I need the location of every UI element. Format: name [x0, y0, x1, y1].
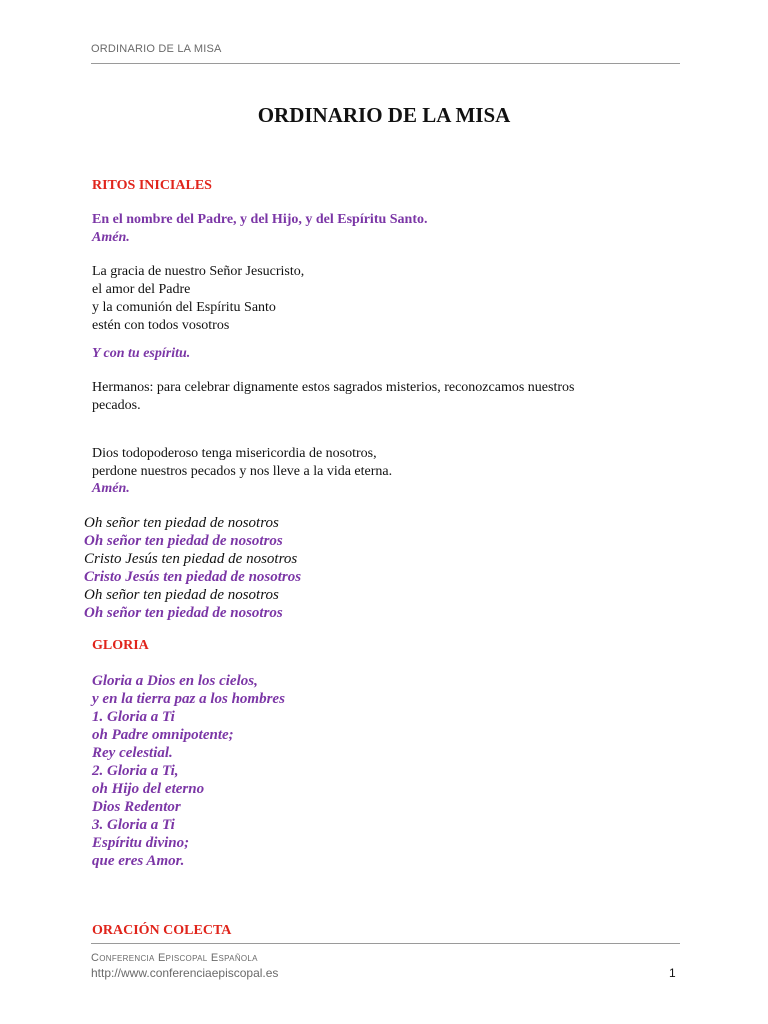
footer-url: http://www.conferenciaepiscopal.es [91, 966, 279, 980]
greeting-line: el amor del Padre [92, 282, 191, 297]
greeting-line: y la comunión del Espíritu Santo [92, 300, 276, 315]
amen-response: Amén. [92, 230, 130, 245]
gloria-line: Espíritu divino; [92, 835, 190, 851]
footer-divider [91, 943, 680, 944]
greeting-line: La gracia de nuestro Señor Jesucristo, [92, 264, 305, 279]
page-number: 1 [669, 966, 676, 980]
kyrie-block [84, 514, 301, 622]
kyrie-response: Oh señor ten piedad de nosotros [84, 605, 283, 621]
section-heading-colecta: ORACIÓN COLECTA [92, 923, 232, 938]
greeting-line: estén con todos vosotros [92, 318, 230, 333]
gloria-line: oh Padre omnipotente; [92, 727, 234, 743]
sign-of-cross-line: En el nombre del Padre, y del Hijo, y del Espíritu Santo. [92, 212, 428, 227]
gloria-line: Dios Redentor [92, 799, 181, 815]
gloria-line: que eres Amor. [92, 853, 185, 869]
kyrie-call: Oh señor ten piedad de nosotros [84, 515, 279, 531]
section-heading-gloria: GLORIA [92, 638, 149, 653]
absolution-line: perdone nuestros pecados y nos lleve a la vida eterna. [92, 464, 393, 479]
gloria-line: Gloria a Dios en los cielos, [92, 673, 258, 689]
absolution-block [92, 445, 392, 481]
running-header: ORDINARIO DE LA MISA [91, 43, 222, 55]
kyrie-response: Oh señor ten piedad de nosotros [84, 533, 283, 549]
footer-organization: Conferencia Episcopal Española [91, 952, 258, 964]
gloria-line: y en la tierra paz a los hombres [92, 691, 285, 707]
section-heading-ritos: RITOS INICIALES [92, 178, 212, 193]
gloria-line: oh Hijo del eterno [92, 781, 205, 797]
gloria-line: 1. Gloria a Ti [92, 709, 175, 725]
response-con-tu-espiritu: Y con tu espíritu. [92, 346, 191, 361]
gloria-line: 2. Gloria a Ti, [92, 763, 179, 779]
greeting-block [92, 263, 304, 335]
page-title: ORDINARIO DE LA MISA [257, 103, 511, 127]
header-divider [91, 63, 680, 64]
penitential-block [92, 379, 574, 415]
kyrie-response: Cristo Jesús ten piedad de nosotros [84, 569, 302, 585]
kyrie-call: Oh señor ten piedad de nosotros [84, 587, 279, 603]
gloria-line: 3. Gloria a Ti [92, 817, 175, 833]
kyrie-call: Cristo Jesús ten piedad de nosotros [84, 551, 298, 567]
absolution-line: Dios todopoderoso tenga misericordia de nosotros, [92, 446, 377, 461]
penitential-line: pecados. [92, 398, 141, 413]
gloria-line: Rey celestial. [92, 745, 173, 761]
penitential-line: Hermanos: para celebrar dignamente estos sagrados misterios, reconozcamos nuestros [92, 380, 575, 395]
gloria-hymn [92, 672, 285, 870]
amen-response: Amén. [92, 481, 130, 496]
